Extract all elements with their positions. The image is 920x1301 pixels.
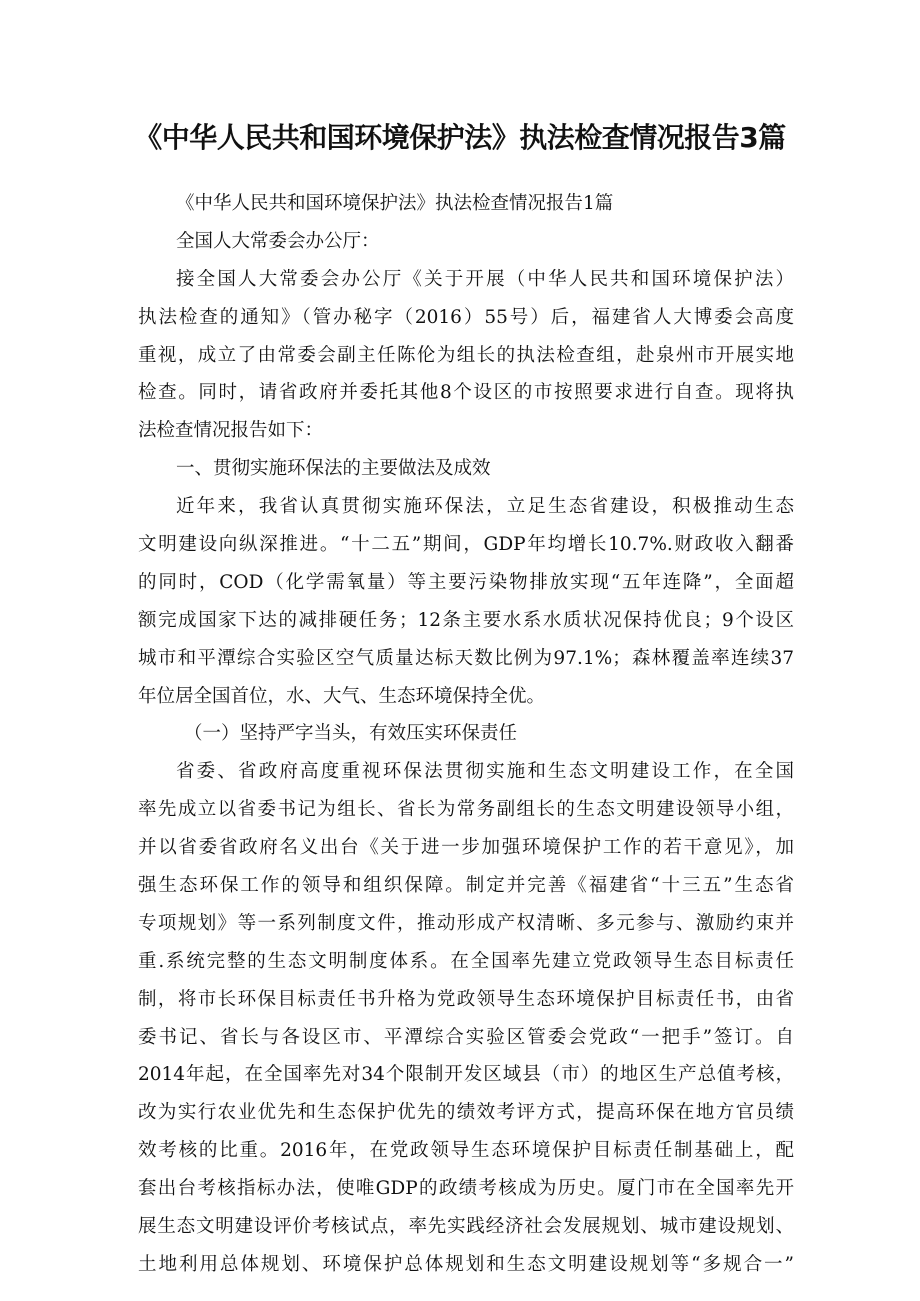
- paragraph-line: 检查。同时，请省政府并委托其他8个设区的市按照要求进行自查。现将执: [138, 382, 794, 404]
- paragraph-line: 套出台考核指标办法，使唯GDP的政绩考核成为历史。厦门市在全国率先开: [138, 1178, 794, 1200]
- paragraph-line: 效考核的比重。2016年，在党政领导生态环境保护目标责任制基础上，配: [138, 1140, 794, 1162]
- paragraph-line: 改为实行农业优先和生态保护优先的绩效考评方式，提高环保在地方官员绩: [138, 1102, 794, 1124]
- paragraph-line: 年位居全国首位，水、大气、生态环境保持全优。: [138, 685, 546, 707]
- paragraph-line: 2014年起，在全国率先对34个限制开发区域县（市）的地区生产总值考核，: [138, 1064, 794, 1086]
- paragraph-line: 的同时，COD（化学需氧量）等主要污染物排放实现“五年连降”，全面超: [138, 571, 794, 593]
- paragraph-line: 额完成国家下达的减排硬任务；12条主要水系水质状况保持优良；9个设区: [138, 609, 794, 631]
- paragraph-line: 展生态文明建设评价考核试点，率先实践经济社会发展规划、城市建设规划、: [138, 1216, 794, 1238]
- salutation: 全国人大常委会办公厅：: [176, 230, 380, 252]
- paragraph-line: 文明建设向纵深推进。“十二五”期间，GDP年均增长10.7%.财政收入翻番: [138, 534, 794, 556]
- paragraph-line: 重.系统完整的生态文明制度体系。在全国率先建立党政领导生态目标责任: [138, 950, 794, 972]
- paragraph-line: 省委、省政府高度重视环保法贯彻实施和生态文明建设工作，在全国: [176, 761, 794, 783]
- paragraph-line: 委书记、省长与各设区市、平潭综合实验区管委会党政“一把手”签订。自: [138, 1026, 794, 1048]
- paragraph-line: 制，将市长环保目标责任书升格为党政领导生态环境保护目标责任书，由省: [138, 988, 794, 1010]
- paragraph-line: 城市和平潭综合实验区空气质量达标天数比例为97.1%；森林覆盖率连续37: [138, 647, 794, 669]
- document-title: 《中华人民共和国环境保护法》执法检查情况报告3篇: [134, 121, 786, 154]
- paragraph-line: 专项规划》等一系列制度文件，推动形成产权清晰、多元参与、激励约束并: [138, 912, 794, 934]
- report-subtitle: 《中华人民共和国环境保护法》执法检查情况报告1篇: [176, 193, 614, 214]
- paragraph-line: 执法检查的通知》（管办秘字（2016）55号）后，福建省人大博委会高度: [138, 306, 794, 328]
- paragraph-line: 重视，成立了由常委会副主任陈伦为组长的执法检查组，赴泉州市开展实地: [138, 344, 794, 366]
- paragraph-line: 法检查情况报告如下：: [138, 420, 324, 442]
- paragraph-line: 土地利用总体规划、环境保护总体规划和生态文明建设规划等“多规合一”: [138, 1253, 794, 1275]
- paragraph-line: 率先成立以省委书记为组长、省长为常务副组长的生态文明建设领导小组，: [138, 799, 794, 821]
- document-body: [138, 185, 794, 1284]
- section-heading: 一、贯彻实施环保法的主要做法及成效: [176, 458, 491, 480]
- paragraph-line: 强生态环保工作的领导和组织保障。制定并完善《福建省“十三五”生态省: [138, 875, 794, 897]
- paragraph-line: 接全国人大常委会办公厅《关于开展（中华人民共和国环境保护法）: [176, 268, 794, 290]
- paragraph-line: 并以省委省政府名义出台《关于进一步加强环境保护工作的若干意见》，加: [138, 837, 794, 859]
- subsection-heading: （一）坚持严字当头，有效压实环保责任: [184, 723, 518, 745]
- paragraph-line: 近年来，我省认真贯彻实施环保法，立足生态省建设，积极推动生态: [176, 496, 794, 518]
